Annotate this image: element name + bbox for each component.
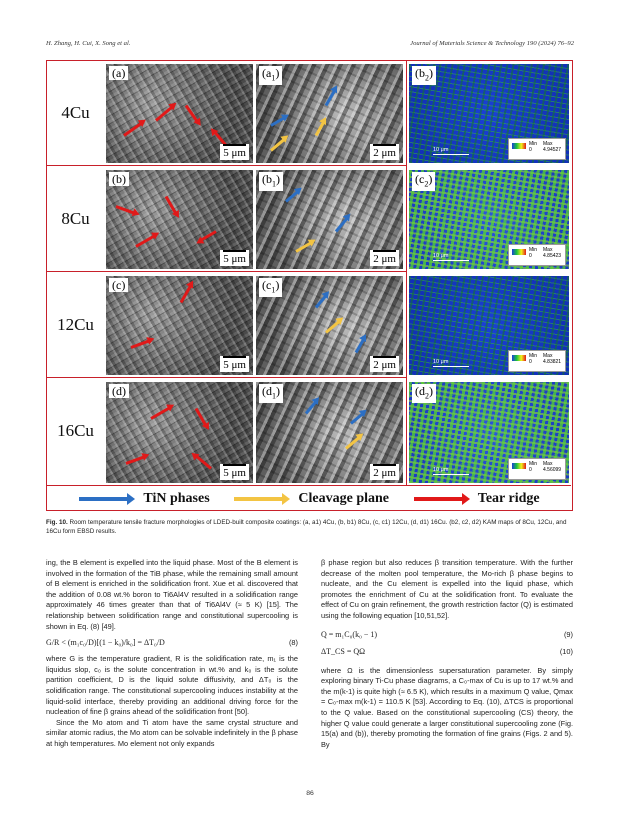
scale-bar: 2 μm (370, 356, 399, 372)
panel-label: (c) (109, 278, 128, 292)
running-head (46, 40, 574, 52)
panel-label: (d) (109, 384, 129, 398)
left-column (46, 558, 298, 750)
paragraph: β phase region but also reduces β transition temperature. With the further decrease of the molten pool temperature, the Mo-rich β phase begins to nucleate, and the Cu element is expelled into the liquid phase, which promotes the enrichment of Cu at the solidification front. To evaluate the effect of Cu on grain refinement, the growth restriction factor (Q) is estimated using the following equation [10,51,52]. (321, 558, 573, 620)
row-separator (47, 165, 407, 166)
kam-panel-c2: $(c_2)$ 10 μm Min 0 Max 4.85423 (408, 169, 570, 270)
kam-panel-c2-second: 10 μm Min 0 Max 4.83821 (408, 275, 570, 376)
tin-phase-arrow (270, 116, 285, 127)
scale-bar: 5 μm (220, 356, 249, 372)
legend-item-cleavage (234, 491, 389, 507)
sem-panel-a (105, 63, 254, 164)
row-label-12cu: 12Cu (57, 315, 94, 334)
tin-phase-arrow (335, 217, 349, 233)
tin-phase-arrow (350, 412, 364, 425)
caption-text: Room temperature tensile fracture morphologies of LDED-built composite coatings: (a, a1) 4Cu, (b, b1) 8Cu, (c, c1) 12Cu, (d, d1) 16Cu. (b2, c2, d2) KAM maps of 8Cu, 12Cu, and 16Cu form EBSD results. (46, 519, 567, 535)
panel-label: (a) (109, 66, 128, 80)
caption-label: Fig. 10. (46, 519, 68, 526)
panel-label: $(b_1)$ (259, 172, 283, 191)
tear-ridge-arrow (195, 454, 212, 469)
row-label-8cu: 8Cu (61, 209, 90, 228)
tear-ridge-arrow (115, 205, 135, 215)
sem-panel-a1 (255, 63, 404, 164)
tin-phase-arrow (305, 400, 318, 414)
paragraph: where Ω is the dimensionless supersaturation parameter. By simply exploring binary Ti-Cu phase diagrams, a C₀-max of Cu is up to 17 wt.% and the m(k-1) is quite high (≈ 6.5 K), which results in a maximum Q value, Qmax = C₀-max m(k-1) = 110.5 K [53]. According to Eq. (10), ΔTCS is proportional to the Q value. Based on the constitutional supercooling (CS) theory, the higher Q value could generate a larger constitutional supercooling zone (Fig. 15(a) and (b)), thereby promoting the formation of fine grains (Figs. 2 and 5). By (321, 665, 573, 749)
sem-panel-b (105, 169, 254, 270)
tin-phase-arrow (315, 294, 328, 308)
panel-label: (b) (109, 172, 129, 186)
panel-label: $(d_1)$ (259, 384, 283, 403)
scale-bar: 2 μm (370, 144, 399, 160)
figure-legend (47, 487, 572, 510)
tear-ridge-arrow (125, 455, 145, 465)
tear-ridge-arrow (130, 339, 150, 349)
paragraph: Since the Mo atom and Ti atom have the same crystal structure and similar atomic radius, the Mo atom can be solvable indefinitely in the β phase at high temperatures. Mo element not only expands (46, 717, 298, 748)
cleavage-plane-arrow (315, 121, 326, 136)
cleavage-plane-arrow (325, 320, 341, 334)
cleavage-plane-arrow (345, 436, 361, 450)
kam-legend: Min 0 Max 4.94527 (508, 138, 566, 160)
scale-bar: 2 μm (370, 464, 399, 480)
equation-9: Q = m₁C₀(k₀ − 1) (9) (321, 630, 573, 640)
right-column (321, 558, 573, 750)
panel-label: $(c_1)$ (259, 278, 282, 297)
kam-legend: Min 0 Max 4.85423 (508, 244, 566, 266)
panel-label: $(b_2)$ (412, 66, 436, 85)
kam-legend: Min 0 Max 4.56099 (508, 458, 566, 480)
figure-10 (46, 60, 573, 511)
sem-panel-c1 (255, 275, 404, 376)
panel-label: $(c_2)$ (412, 172, 435, 191)
tin-phase-arrow (325, 89, 337, 106)
row-label-16cu: 16Cu (57, 421, 94, 440)
legend-label: Tear ridge (477, 490, 540, 506)
tear-ridge-arrow (200, 230, 217, 242)
tear-ridge-arrow (195, 408, 208, 427)
scale-bar: 5 μm (220, 250, 249, 266)
running-head-authors: H. Zhang, H. Cui, X. Song et al. (46, 40, 131, 47)
running-head-journal: Journal of Materials Science & Technology 190 (2024) 76–92 (410, 40, 574, 47)
scale-bar: 2 μm (370, 250, 399, 266)
paragraph: where G is the temperature gradient, R is the solidification rate, m₁ is the liquidus slop, c₀ is the solute concentration in wt.% and k₀ is the solute partition coefficient, D is the liquid solute diffusivity, and ΔT₀ is the solidification range. The constitutional supercooling induces instability at the liquid-solid interface, thereby providing an additional driving force for the nucleation of fine β grains ahead of the solidification front [50]. (46, 654, 298, 717)
kam-color-gradient (512, 463, 526, 469)
row-separator (47, 377, 407, 378)
yellow-arrow-icon (234, 497, 284, 501)
paragraph: ing, the B element is expelled into the liquid phase. Most of the B element is involved in the formation of the TiB phase, while the remaining small amount of B element is enriched in the solidification front. Xue et al. discovered that the addition of 0.08 wt.% boron to Ti6Al4V resulted in a solidification range approximately 46 times greater than that of Ti6Al4V (≈ 5 K) [15]. The relationship between solidification range and constitutional supercooling is shown in Eq. (8) [49]. (46, 558, 298, 631)
blue-arrow-icon (79, 497, 129, 501)
tear-ridge-arrow (180, 284, 193, 303)
legend-label: TiN phases (143, 490, 210, 506)
tear-ridge-arrow (165, 196, 178, 215)
row-label-4cu: 4Cu (61, 103, 90, 122)
panel-label: $(a_1)$ (259, 66, 282, 85)
tear-ridge-arrow (150, 406, 171, 420)
page-number: 86 (306, 790, 314, 797)
sem-panel-b1 (255, 169, 404, 270)
kam-legend: Min 0 Max 4.83821 (508, 350, 566, 372)
red-arrow-icon (414, 497, 464, 501)
tin-phase-arrow (355, 338, 366, 353)
legend-item-tin (79, 491, 209, 507)
legend-item-tear (414, 491, 540, 507)
kam-color-gradient (512, 143, 526, 149)
sem-panel-d (105, 381, 254, 484)
sem-panel-c (105, 275, 254, 376)
kam-panel-b2: $(b_2)$ 10 μm Min 0 Max 4.94527 (408, 63, 570, 164)
tear-ridge-arrow (155, 105, 174, 121)
kam-panel-d2: $(d_2)$ 10 μm Min 0 Max 4.56099 (408, 381, 570, 484)
row-separator (47, 271, 407, 272)
kam-color-gradient (512, 249, 526, 255)
tear-ridge-arrow (135, 234, 156, 248)
tear-ridge-arrow (123, 122, 143, 137)
cleavage-plane-arrow (295, 241, 312, 253)
figure-caption (46, 518, 573, 536)
equation-8: G/R < (m₁c₀/D)[(1 − k₀)/k₀] = ΔT₀/D (8) (46, 637, 298, 647)
legend-label: Cleavage plane (298, 490, 390, 506)
tear-ridge-arrow (185, 105, 199, 123)
tin-phase-arrow (285, 190, 299, 203)
equation-10: ΔT_CS = QΩ (10) (321, 647, 573, 657)
scale-bar: 5 μm (220, 144, 249, 160)
kam-color-gradient (512, 355, 526, 361)
cleavage-plane-arrow (270, 138, 286, 152)
scale-bar: 5 μm (220, 464, 249, 480)
panel-label: $(d_2)$ (412, 384, 436, 403)
sem-panel-d1 (255, 381, 404, 484)
